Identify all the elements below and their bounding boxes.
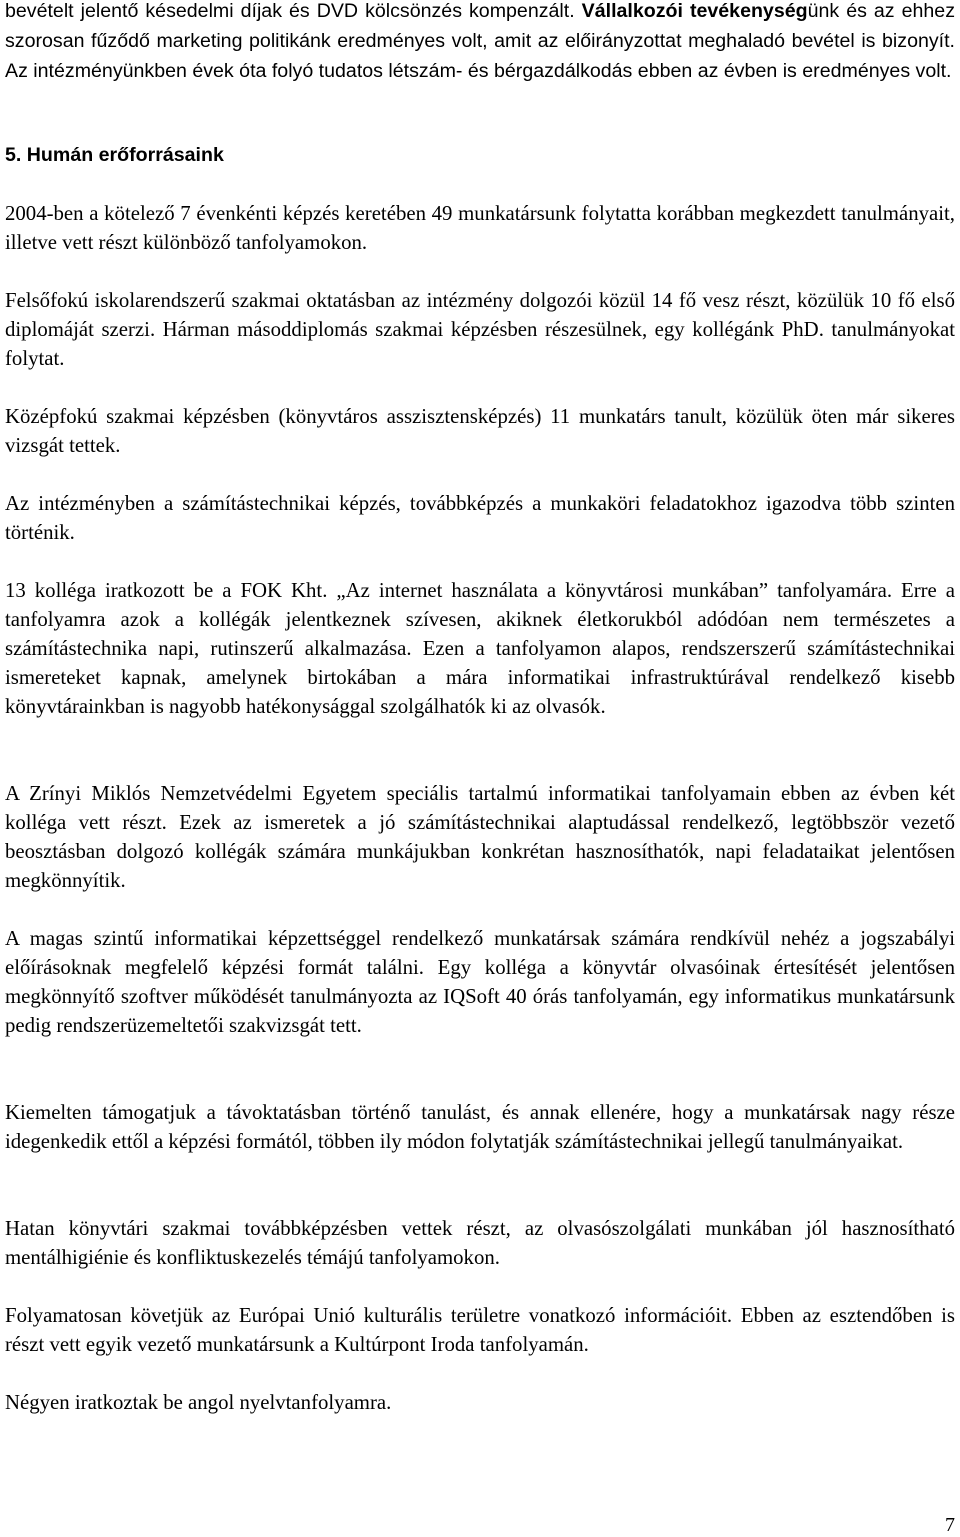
section-heading: 5. Humán erőforrásaink (5, 144, 224, 166)
paragraph: Folyamatosan követjük az Európai Unió kulturális területre vonatkozó információit. Ebben az esztendőben is részt vett egyik vezető munkatársunk a Kultúrpont Iroda tanfolyamán. (5, 1304, 955, 1356)
paragraph: A magas szintű informatikai képzettséggel rendelkező munkatársak számára rendkívül nehéz a jogszabályi előírásoknak megfelelő képzési formát találni. Egy kolléga a könyvtár olvasóinak értesítését jelentősen megkönnyítő szoftver működését tanulmányozta az IQSoft 40 órás tanfolyamán, egy informatikus munkatársunk pedig rendszerüzemeltetői szakvizsgát tett. (5, 927, 955, 1037)
intro-text-run: ünk és az ehhez szorosan fűződő marketing politikánk eredményes volt, amit az előirányzottat meghaladó bevétel is bizonyít. (5, 0, 955, 52)
paragraph: 2004-ben a kötelező 7 évenkénti képzés keretében 49 munkatársunk folytatta korábban megkezdett tanulmányait, illetve vett részt különböző tanfolyamokon. (5, 202, 955, 254)
paragraph: Középfokú szakmai képzésben (könyvtáros asszisztensképzés) 11 munkatárs tanult, közülük öten már sikeres vizsgát tettek. (5, 405, 955, 457)
intro-bold-run: Vállalkozói tevékenység (581, 0, 808, 22)
paragraph: Az intézményben a számítástechnikai képzés, továbbképzés a munkaköri feladatokhoz igazodva több szinten történik. (5, 492, 955, 544)
paragraph: A Zrínyi Miklós Nemzetvédelmi Egyetem speciális tartalmú informatikai tanfolyamain ebben az évben két kolléga vett részt. Ezek az ismeretek a jó számítástechnikai alaptudással rendelkező, legtöbbször vezető beosztásban dolgozó kollégák számára munkájukban konkrétan hasznosíthatók, napi feladataikat jelentősen megkönnyítik. (5, 782, 955, 892)
paragraph-intro (5, 0, 955, 86)
intro-text-run: Az intézményünkben évek óta folyó tudatos létszám- és bérgazdálkodás ebben az évben is eredményes volt. (5, 60, 952, 82)
paragraph: Négyen iratkoztak be angol nyelvtanfolyamra. (5, 1391, 392, 1414)
paragraph: Hatan könyvtári szakmai továbbképzésben vettek részt, az olvasószolgálati munkában jól hasznosítható mentálhigiénie és konfliktuskezelés témájú tanfolyamokon. (5, 1217, 955, 1269)
intro-text-run: bevételt jelentő késedelmi díjak és DVD kölcsönzés kompenzált. (5, 0, 582, 22)
paragraph: 13 kolléga iratkozott be a FOK Kht. „Az internet használata a könyvtárosi munkában” tanfolyamára. Erre a tanfolyamra azok a kollégák jelentkeznek szívesen, akiknek életkorukból adódóan nem természetes a számítástechnika napi, rutinszerű alkalmazása. Ezen a tanfolyamon alapos, rendszerszerű számítástechnikai ismereteket kapnak, amelynek birtokában a mára informatikai infrastruktúrával rendelkező kisebb könyvtárainkban is nagyobb hatékonysággal szolgálhatók ki az olvasók. (5, 579, 955, 718)
page-number: 7 (945, 1514, 955, 1536)
paragraph: Kiemelten támogatjuk a távoktatásban történő tanulást, és annak ellenére, hogy a munkatársak nagy része idegenkedik ettől a képzési formától, többen ily módon folytatják számítástechnikai jellegű tanulmányaikat. (5, 1101, 955, 1153)
paragraph: Felsőfokú iskolarendszerű szakmai oktatásban az intézmény dolgozói közül 14 fő vesz részt, közülük 10 fő első diplomáját szerzi. Hárman másoddiplomás szakmai képzésben részesülnek, egy kollégánk PhD. tanulmányokat folytat. (5, 289, 955, 370)
